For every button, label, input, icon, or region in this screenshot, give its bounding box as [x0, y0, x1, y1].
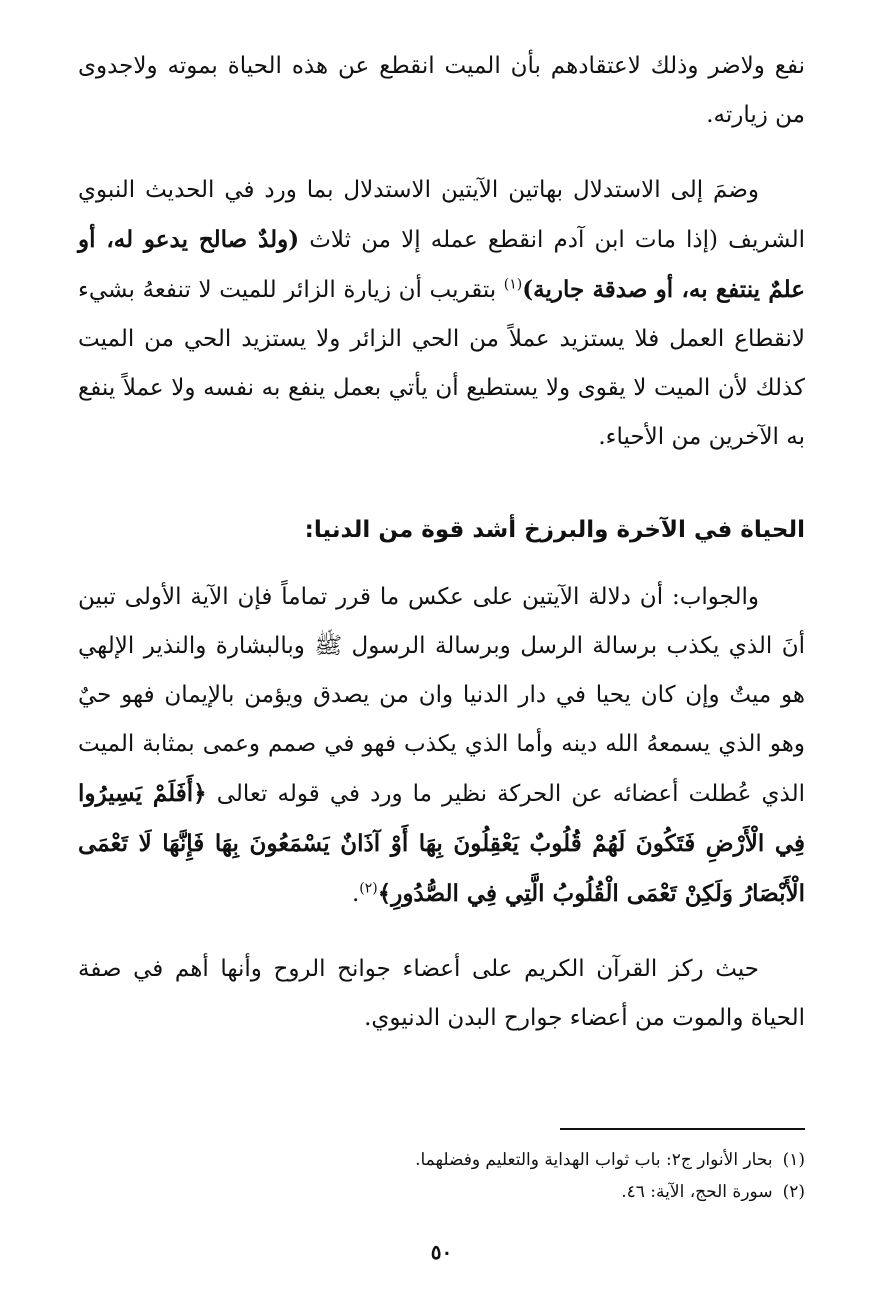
paragraph-4: حيث ركز القرآن الكريم على أعضاء جوانح الروح وأنها أهم في صفة الحياة والموت من أعضاء جوارح البدن الدنيوي.: [78, 956, 805, 1031]
footnote-1-number: (١): [782, 1150, 805, 1170]
paragraph-2-text-a: وضمَ إلى الاستدلال بهاتين الآيتين الاستدلال بما ورد في الحديث النبوي الشريف (إذا مات ابن آدم انقطع عمله إلا من ثلاث: [78, 177, 805, 253]
footnote-ref-1: (١): [503, 276, 523, 293]
paragraph-3-text-a: والجواب: أن دلالة الآيتين على عكس ما قرر تماماً فإن الآية الأولى تبين أنَ الذي يكذب برسالة الرسل وبرسالة الرسول ﷺ وبالبشارة والنذير الإلهي هو ميتٌ وإن كان يحيا في دار الدنيا وان من يصدق ويؤمن بالإيمان فهو حيٌ وهو الذي يسمعهُ الله دينه وأما الذي يكذب فهو في صمم وعمى بمثابة الميت الذي عُطلت أعضائه عن الحركة نظير ما ورد في قوله تعالى: [78, 584, 805, 807]
paragraph-2-text-b: بتقريب أن زيارة الزائر للميت لا تنفعهُ بشيء لانقطاع العمل فلا يستزيد عملاً من الحي الزائر ولا يستزيد الحي من الميت كذلك لأن الميت لا يقوى ولا يستطيع أن يأتي بعمل ينفع به نفسه ولا عملاً ينفع به الآخرين من الأحياء.: [78, 277, 805, 450]
section-heading: الحياة في الآخرة والبرزخ أشد قوة من الدنيا:: [304, 517, 805, 543]
footnote-ref-2: (٢): [359, 880, 378, 897]
footnote-2-number: (٢): [782, 1182, 805, 1202]
paragraph-3: [78, 573, 805, 919]
footnote-2-text: سورة الحج، الآية: ٤٦.: [621, 1182, 773, 1202]
footnote-1-text: بحار الأنوار ج٢: باب ثواب الهداية والتعليم وفضلهما.: [415, 1150, 773, 1170]
footnote-2: [78, 1176, 805, 1208]
footnotes: [78, 1144, 805, 1208]
quran-verse: ﴿أَفَلَمْ يَسِيرُوا فِي الْأَرْضِ فَتَكُونَ لَهُمْ قُلُوبٌ يَعْقِلُونَ بِهَا أَوْ آذَانٌ يَسْمَعُونَ بِهَا فَإِنَّهَا لَا تَعْمَى الْأَبْصَارُ وَلَكِنْ تَعْمَى الْقُلُوبُ الَّتِي فِي الصُّدُورِ﴾: [78, 780, 805, 907]
page-number: ٥٠: [430, 1240, 453, 1264]
paragraph-1: نفع ولاضر وذلك لاعتقادهم بأن الميت انقطع عن هذه الحياة بموته ولاجدوى من زيارته.: [78, 53, 805, 128]
body-text: [78, 42, 805, 1043]
footnote-1: [78, 1144, 805, 1176]
paragraph-2: [78, 166, 805, 462]
paragraph-3-end: .: [351, 881, 360, 907]
hadith-quote: (ولدٌ صالح يدعو له، أو علمٌ ينتفع به، أو صدقة جارية): [78, 226, 805, 303]
footnote-divider: [560, 1128, 805, 1130]
